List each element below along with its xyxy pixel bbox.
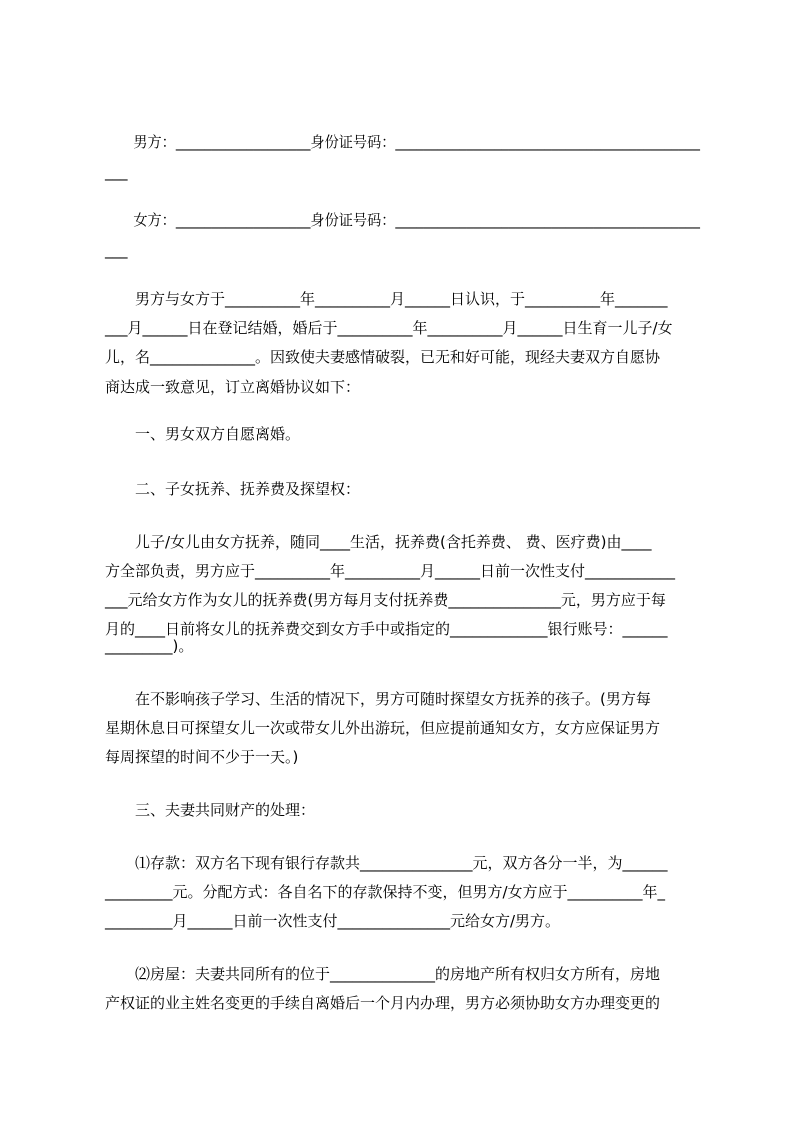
- text-line: ___: [105, 241, 128, 259]
- text-line: 产权证的业主姓名变更的手续自离婚后一个月内办理，男方必须协助女方办理变更的: [105, 994, 661, 1012]
- text-line: 在不影响孩子学习、生活的情况下，男方可随时探望女方抚养的孩子。(男方每: [105, 690, 651, 708]
- text-line: _________月______日前一次性支付_______________元给女方/男方。: [105, 912, 561, 930]
- text-line: ___: [105, 163, 128, 181]
- section-heading: 三、夫妻共同财产的处理：: [105, 801, 316, 819]
- text-line: _________元。分配方式：各自名下的存款保持不变，但男方/女方应于__________年_: [105, 883, 666, 901]
- text-line: 星期休息日可探望女儿一次或带女儿外出游玩，但应提前通知女方，女方应保证男方: [105, 719, 661, 737]
- text-line: 每周探望的时间不少于一天。): [105, 748, 299, 766]
- text-line: _________)。: [105, 637, 194, 655]
- text-line: 男方与女方于__________年__________月______日认识，于__________年_______: [105, 290, 668, 308]
- text-line: ⑴存款：双方名下现有银行存款共_______________元，双方各分一半，为______: [105, 854, 668, 872]
- text-line: ⑵房屋：夫妻共同所有的位于______________的房地产所有权归女方所有，房地: [105, 965, 661, 983]
- text-line: 月的____日前将女儿的抚养费交到女方手中或指定的_____________银行账号：______: [105, 620, 668, 638]
- text-line: 商达成一致意见，订立离婚协议如下：: [105, 378, 361, 396]
- section-heading: 二、子女抚养、抚养费及探望权：: [105, 480, 361, 498]
- text-line: 男方：___________________身份证号码：___________________________________________: [105, 133, 700, 151]
- text-line: 儿子/女儿由女方抚养，随同____生活，抚养费(含托养费、 费、医疗费)由____: [105, 533, 652, 551]
- text-line: ___元给女方作为女儿的抚养费(男方每月支付抚养费_______________元，男方应于每: [105, 591, 666, 609]
- text-line: 方全部负责，男方应于__________年__________月______日前一次性支付____________: [105, 562, 676, 580]
- text-line: ___月______日在登记结婚，婚后于__________年__________月______日生育一儿子/女: [105, 319, 673, 337]
- text-line: 儿，名______________。因致使夫妻感情破裂，已无和好可能，现经夫妻双方自愿协: [105, 348, 661, 366]
- text-line: 女方：___________________身份证号码：___________________________________________: [105, 211, 700, 229]
- section-heading: 一、男女双方自愿离婚。: [105, 425, 301, 443]
